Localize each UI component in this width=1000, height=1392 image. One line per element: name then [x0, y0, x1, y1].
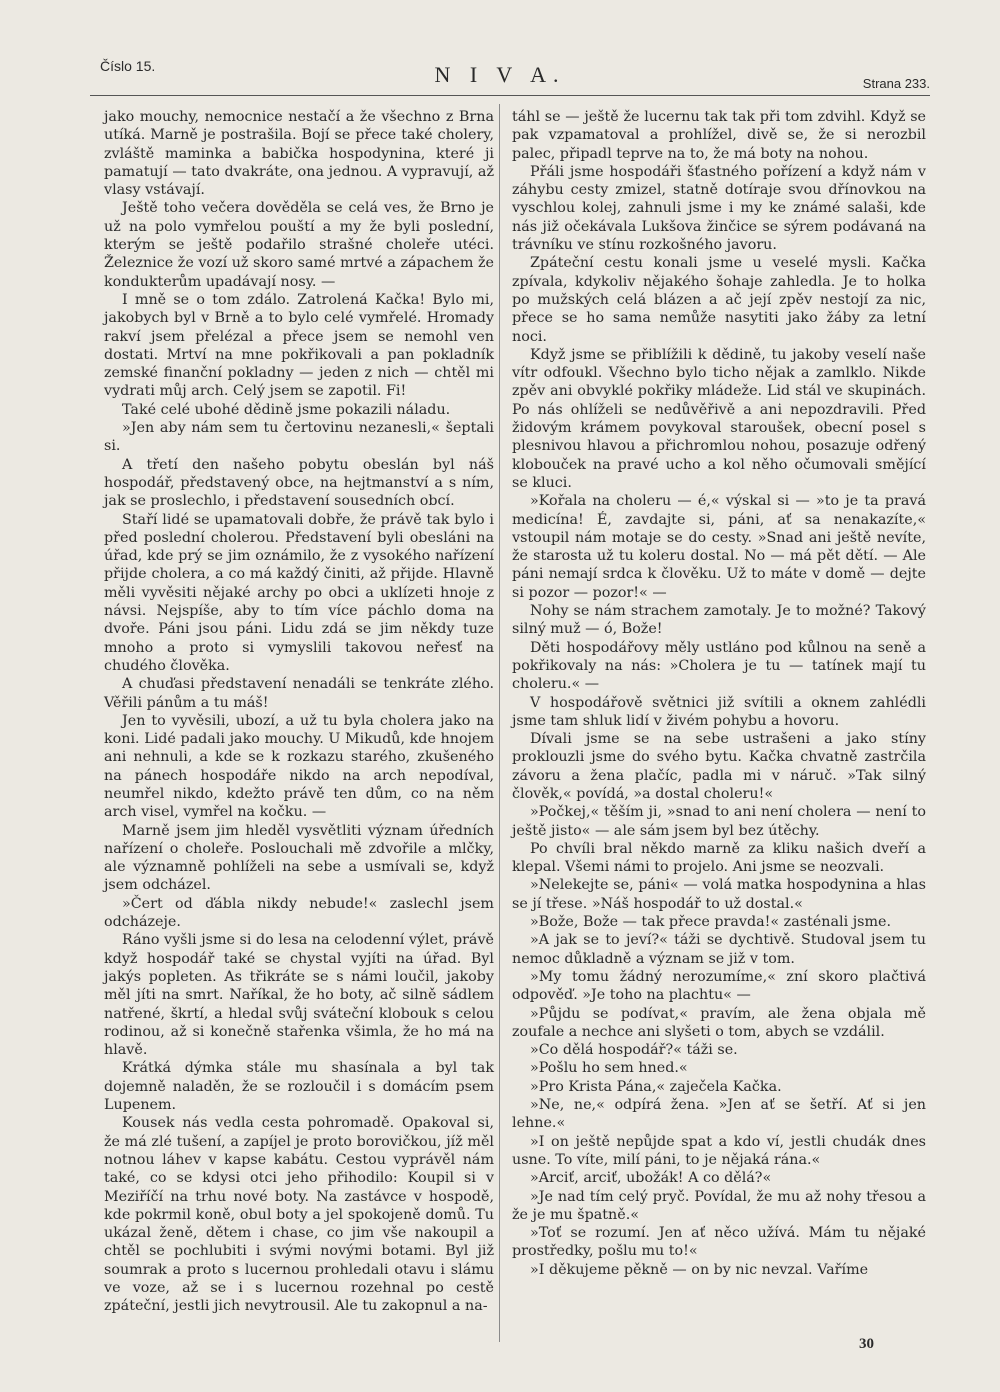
- left-column: [104, 108, 494, 1316]
- paragraph: V hospodářově světnici již svítili a oknem zahlédli jsme tam shluk lidí v živém pohybu a hovoru.: [512, 694, 926, 729]
- paragraph: Zpáteční cestu konali jsme u veselé mysli. Kačka zpívala, kdykoliv nějakého šohaje zahledla. Je to holka po mužských celá blázen a ač její zpěv nestojí za nic, přece se ho sama nemůže nasytiti jako žáby za letní noci.: [512, 255, 926, 345]
- paragraph: Také celé ubohé dědině jsme pokazili náladu.: [122, 401, 451, 418]
- paragraph: »A jak se to jeví?« táži se dychtivě. Studoval jsem tu nemoc důkladně a význam se již v tom.: [512, 932, 926, 967]
- paragraph: »My tomu žádný nerozumíme,« zní skoro plačtivá odpověď. »Je toho na plachtu« —: [512, 968, 926, 1004]
- paragraph: »Pošlu ho sem hned.«: [530, 1060, 688, 1077]
- paragraph: »Je nad tím celý pryč. Povídal, že mu až nohy třesou a že je mu špatně.«: [512, 1188, 926, 1223]
- paragraph: »Půjdu se podívat,« pravím, ale žena objala mě zoufale a nechce ani slyšeti o tom, abych se vzdálil.: [512, 1005, 926, 1040]
- paragraph: »Čert od ďábla nikdy nebude!« zaslechl jsem odcházeje.: [104, 895, 494, 931]
- paragraph: táhl se — ještě že lucernu tak tak při tom zdvihl. Když se pak vzpamatoval a prohlížel, divě se, že si nerozbil palec, připadl teprve na to, že má boty na nohou.: [512, 109, 926, 162]
- sheet-number: 30: [859, 1336, 874, 1352]
- paragraph: jako mouchy, nemocnice nestačí a že všechno z Brna utíká. Marně je postrašila. Bojí se přece také cholery, zvláště maminka a babička hospodynina, které ji pamatují — tato dvakráte, ona jednou. A vypravují, až vlasy vstávají.: [104, 109, 494, 199]
- paragraph: I mně se o tom zdálo. Zatrolená Kačka! Bylo mi, jakobych byl v Brně a to bylo celé vymřelé. Hromady rakví jsem přelézal a přece jsem se nemohl ven dostati. Mrtví na mne pokřikovali a pan pokladník zemské finanční pokladny — jeden z nich — chtěl mi vydrati můj arch. Celý jsem se zapotil. Fi!: [104, 291, 494, 400]
- publication-title: N I V A.: [434, 62, 566, 87]
- paragraph: »I on ještě nepůjde spat a kdo ví, jestli chudák dnes usne. To víte, milí páni, to je nějaká rána.«: [512, 1133, 926, 1168]
- paragraph: Marně jsem jim hleděl vysvětliti význam úředních nařízení o choleře. Poslouchali mě zdvořile a mlčky, ale významně pohlíželi na sebe a usmívali se, když jsem odcházel.: [104, 822, 494, 894]
- paragraph: Jen to vyvěsili, ubozí, a už tu byla cholera jako na koni. Lidé padali jako mouchy. U Mikudů, kde hnojem ani nehnuli, a kde se k rozkazu starého, zkušeného na pánech hospodáře nikdo na arch nepodíval, neumřel nikdo, kdežto právě ten dům, co na něm arch visel, vymřel na kočku. —: [104, 712, 494, 821]
- issue-number: Číslo 15.: [100, 58, 156, 74]
- right-column: [512, 108, 926, 1279]
- paragraph: Dívali jsme se na sebe ustrašeni a jako stíny proklouzli jsme do svého bytu. Kačka chvatně zastrčila závoru a žena plačíc, padla mi v náruč. »Tak silný člověk,« povídá, »a dostal choleru!«: [512, 731, 926, 802]
- paragraph: »I děkujeme pěkně — on by nic nevzal. Vaříme: [530, 1261, 869, 1278]
- paragraph: »Nelekejte se, páni« — volá matka hospodynina a hlas se jí třese. »Náš hospodář to už dostal.«: [512, 877, 926, 912]
- paragraph: Ráno vyšli jsme si do lesa na celodenní výlet, právě když hospodář také se chystal vyjíti na úřad. Byl jakýs popleten. As třikráte se s námi loučil, jakoby měl jíti na smrt. Naříkal, že ho boty, ač silně sádlem natřené, škrtí, a hledal svůj sváteční klobouk s celou rodinou, až si konečně stařenka všimla, že ho má na hlavě.: [104, 932, 494, 1059]
- paragraph: »Ne, ne,« odpírá žena. »Jen ať se šetří. Ať si jen lehne.«: [512, 1097, 926, 1132]
- paragraph: Po chvíli bral někdo marně za kliku našich dveří a klepal. Všemi námi to projelo. Ani jsme se neozvali.: [512, 840, 926, 876]
- paragraph: »Jen aby nám sem tu čertovinu nezanesli,« šeptali si.: [104, 420, 494, 455]
- paragraph: Nohy se nám strachem zamotaly. Je to možné? Takový silný muž — ó, Bože!: [512, 603, 926, 638]
- paragraph: Děti hospodářovy měly ustláno pod kůlnou na seně a pokřikovaly na nás: »Cholera je tu — tatínek mají tu choleru.« —: [512, 639, 926, 693]
- paragraph: A třetí den našeho pobytu obeslán byl náš hospodář, představený obce, na hejtmanství a s ním, jak se proslechlo, i představení sousedních obcí.: [104, 456, 494, 510]
- paragraph: Přáli jsme hospodáři šťastného pořízení a když nám v záhybu cesty zmizel, statně dotíraje svou dřínovkou na vyschlou kolej, zahnuli jsme i my ke známé salaši, kde nás již očekávala Lukšova žinčice se sýrem podávaná na trávníku ve stínu rozkošného javoru.: [512, 163, 926, 254]
- column-divider: [499, 104, 500, 1342]
- page-number: Strana 233.: [862, 76, 930, 91]
- paragraph: »Počkej,« těším ji, »snad to ani není cholera — není to ještě jisto« — ale sám jsem byl bez útěchy.: [512, 804, 926, 839]
- paragraph: Když jsme se přiblížili k dědině, tu jakoby veselí naše vítr odfoukl. Všechno bylo ticho nějak a zamlklo. Nikde zpěv ani obvyklé pokřiky mládeže. Lid stál ve skupinách. Po nás ohlíželi se nedůvěřivě a ani nepozdravili. Před židovým krámem povykoval staroušek, obecní posel s plesnivou hlavou a přichromlou nohou, posazuje odřený klobouček na pravé ucho a kol něho očumovali smějící se kluci.: [512, 346, 926, 491]
- paragraph: »Arciť, arciť, ubožák! A co dělá?«: [530, 1170, 772, 1187]
- paragraph: Krátká dýmka stále mu shasínala a byl tak dojemně naladěn, že se rozloučil i s domácím psem Lupenem.: [104, 1060, 494, 1114]
- paragraph: »Bože, Bože — tak přece pravda!« zasténali jsme.: [530, 914, 892, 931]
- paragraph: »Kořala na choleru — é,« výskal si — »to je ta pravá medicína! É, zavdajte si, páni, ať sa nenakazíte,« vstoupil nám motaje se do cesty. »Snad ani ještě nevíte, že starosta už tu koleru dostal. No — má pět dětí. — Ale páni nemají srdca k člověku. Už to máte v domě — dejte si pozor — pozor!« —: [512, 493, 926, 601]
- paragraph: Ještě toho večera dověděla se celá ves, že Brno je už na polo vymřelou pouští a my že byli poslední, kterým se ještě podařilo strašné choleře utéci. Železnice že vozí už skoro samé mrtvé a zápachem že kondukterům upadávají nosy. —: [104, 200, 494, 290]
- paragraph: Kousek nás vedla cesta pohromadě. Opakoval si, že má zlé tušení, a zapíjel je proto borovičkou, jíž měl notnou láhev v kapse kabátu. Cestou vyprávěl nám také, co se kdysi otci jeho přihodilo: Koupil si v Meziříčí na trhu nové boty. Na zastávce v hospodě, kde pokrmil koně, obul boty a jel spokojeně domů. Tu ukázal ženě, dětem i chase, co jim vše nakoupil a chtěl se pochlubiti i svými novými botami. Byl již soumrak a proto s lucernou prohledali otavu i slámu ve voze, až se i s lucernou rozehnal po cestě zpáteční, jestli jich nevytrousil. Ale tu zakopnul a na-: [104, 1115, 494, 1315]
- paragraph: »Pro Krista Pána,« zaječela Kačka.: [530, 1078, 782, 1095]
- paragraph: Staří lidé se upamatovali dobře, že právě tak bylo i před poslední cholerou. Představení byli obesláni na úřad, kde prý se jim oznámilo, že z vysokého nařízení přijde cholera, a co má každý činiti, až přijde. Hlavně měli vyvěsiti nějaké archy po obci a uklízeti hnoje z návsi. Nejspíše, aby to tím více páchlo doma na dvoře. Páni jsou páni. Lidu zdá se jim někdy tuze mnoho a proto si vymyslili takovou neřesť na chudého člověka.: [104, 511, 494, 674]
- paragraph: »Toť se rozumí. Jen ať něco užívá. Mám tu nějaké prostředky, pošlu mu to!«: [512, 1225, 926, 1260]
- paragraph: »Co dělá hospodář?« táži se.: [530, 1042, 738, 1059]
- header-rule: [90, 95, 930, 96]
- paragraph: A chuďasi představení nenadáli se tenkráte zlého. Věřili pánům a tu máš!: [104, 676, 494, 711]
